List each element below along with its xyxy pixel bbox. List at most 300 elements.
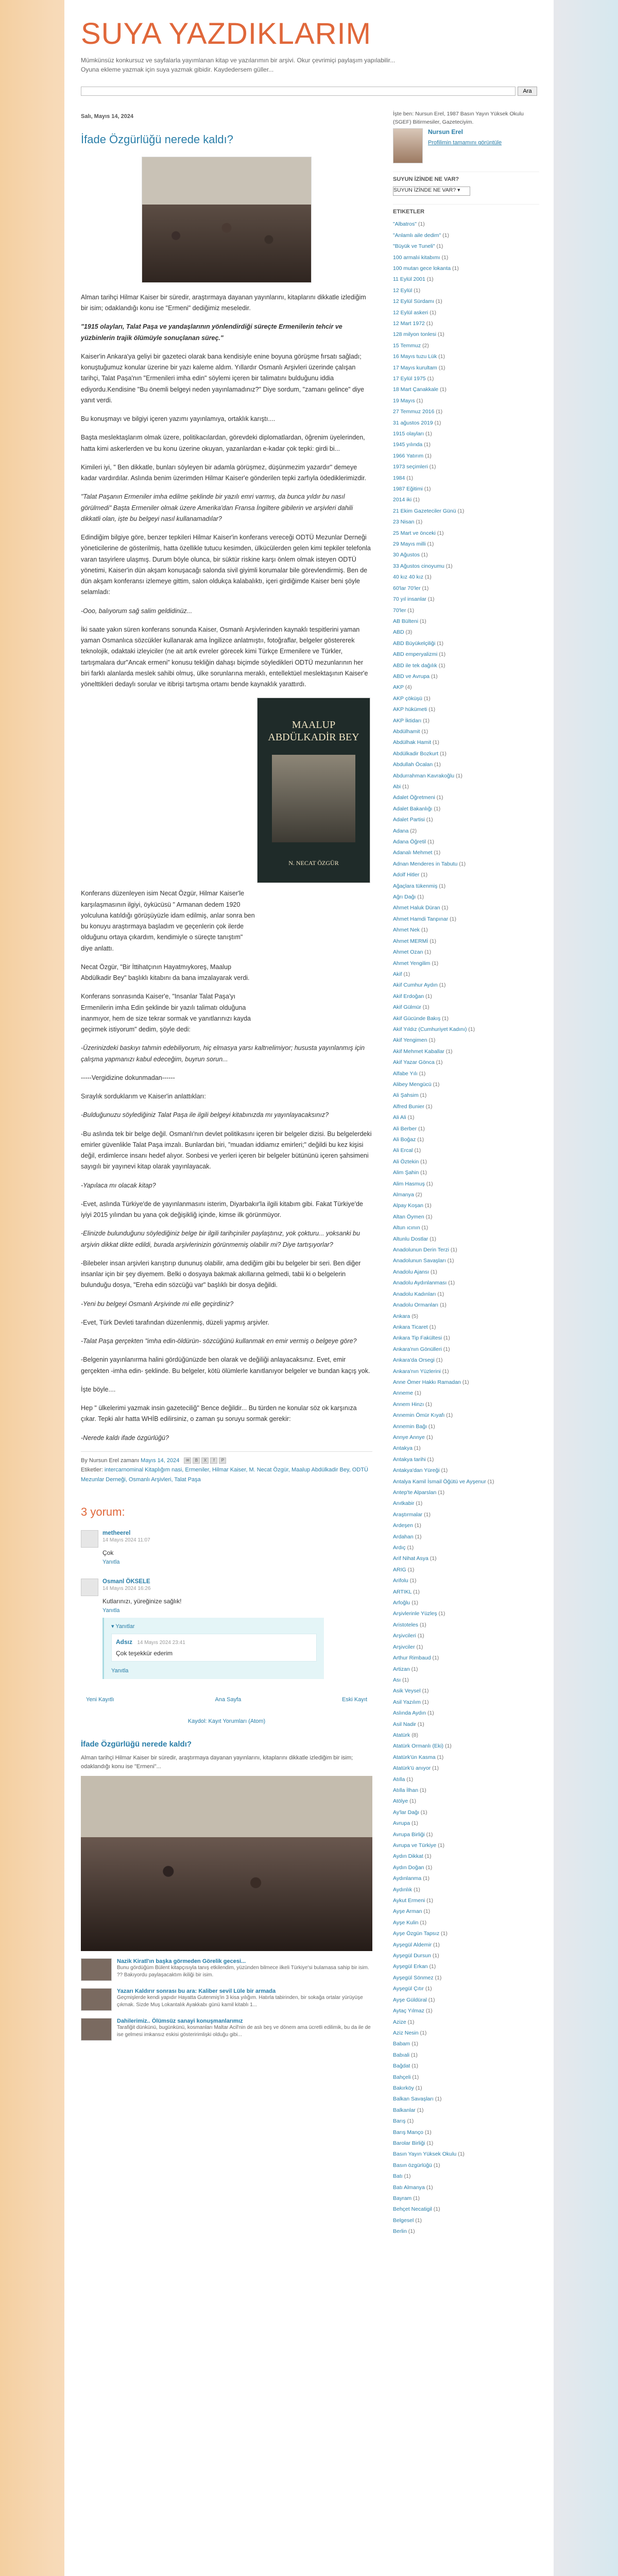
label-name[interactable]: ABD Büyükelçiliği <box>393 640 436 647</box>
archive-dropdown[interactable]: SUYUN İZİNDE NE VAR? ▾ <box>393 187 470 196</box>
label-name[interactable]: 27 Temmuz 2016 <box>393 409 435 415</box>
label-link[interactable] <box>393 384 539 395</box>
label-name[interactable]: Balkanlar <box>393 2107 416 2113</box>
label-name[interactable]: Ayşegül Aldemir <box>393 1941 432 1948</box>
label-name[interactable]: "Albatros" <box>393 221 417 228</box>
label-link[interactable] <box>393 351 539 362</box>
label-link[interactable] <box>393 671 539 682</box>
label-link[interactable] <box>393 914 539 925</box>
label-name[interactable]: Arşivciler <box>393 1643 415 1650</box>
label-name[interactable]: Atatürk Ormanlı (Eki) <box>393 1743 444 1750</box>
label-link[interactable] <box>393 374 539 384</box>
label-link[interactable] <box>393 2171 539 2182</box>
label-name[interactable]: ARIG <box>393 1566 406 1573</box>
comment-time[interactable]: 14 Mayıs 2024 23:41 <box>137 1640 185 1646</box>
reply-link[interactable]: Yanıtla <box>102 1559 120 1566</box>
label-name[interactable]: 100 armalıi kitabımı <box>393 254 440 261</box>
label-link[interactable] <box>393 848 539 858</box>
label-link[interactable] <box>393 627 539 638</box>
label-name[interactable]: "Anlamlı aile dedim" <box>393 232 441 239</box>
label-name[interactable]: Arthur Rimbaud <box>393 1655 431 1662</box>
label-link[interactable] <box>393 1664 539 1675</box>
popular-post-title[interactable]: Yazarı Kaldırır sonrası bu ara: Kaliber sevil Lüle bir armada <box>117 1988 276 1995</box>
label-link[interactable] <box>393 958 539 969</box>
label-name[interactable]: Ardıç <box>393 1545 406 1551</box>
label-link[interactable] <box>393 1278 539 1289</box>
label-link[interactable] <box>393 1587 539 1598</box>
feed-link[interactable]: Kaydol: Kayıt Yorumları (Atom) <box>187 1718 266 1725</box>
label-link[interactable] <box>393 1477 539 1487</box>
label-name[interactable]: 2014 iki <box>393 497 412 503</box>
label-name[interactable]: ABD ile tek dağılık <box>393 662 437 669</box>
label-link[interactable] <box>393 341 539 351</box>
label-link[interactable] <box>393 1234 539 1245</box>
label-name[interactable]: ABD ve Avrupa <box>393 673 430 680</box>
label-link[interactable] <box>393 1002 539 1013</box>
label-link[interactable] <box>393 2116 539 2127</box>
label-link[interactable] <box>393 1134 539 1145</box>
label-name[interactable]: Aydınlanma <box>393 1875 422 1882</box>
label-link[interactable] <box>393 1553 539 1564</box>
label-name[interactable]: AB Bülteni <box>393 618 419 624</box>
label-link[interactable] <box>393 947 539 958</box>
label-link[interactable] <box>393 1807 539 1818</box>
label-name[interactable]: Anıtkabir <box>393 1500 415 1507</box>
label-link[interactable] <box>393 1653 539 1664</box>
label-link[interactable] <box>393 2050 539 2061</box>
label-link[interactable] <box>393 1024 539 1035</box>
label-name[interactable]: 60'lar 70'ler <box>393 585 421 591</box>
label-link[interactable] <box>393 528 539 539</box>
label-name[interactable]: ABD <box>393 629 404 636</box>
label-link[interactable] <box>393 1487 539 1498</box>
profile-link[interactable]: Profilimin tamamını görüntüle <box>428 140 502 146</box>
label-name[interactable]: Antalya Kamil İsmail Öğütü ve Ayşenur <box>393 1478 486 1485</box>
label-link[interactable] <box>393 1818 539 1829</box>
label-name[interactable]: Barış <box>393 2118 406 2125</box>
label-link[interactable] <box>393 308 539 318</box>
label-name[interactable]: "Büyük ve Tuneli" <box>393 243 435 250</box>
label-link[interactable] <box>393 1708 539 1719</box>
pinterest-icon[interactable]: P <box>219 1458 226 1464</box>
label-link[interactable] <box>393 2094 539 2105</box>
label-name[interactable]: Adana <box>393 827 409 834</box>
label-link[interactable] <box>393 682 539 693</box>
search-button[interactable]: Ara <box>518 87 537 96</box>
label-name[interactable]: Akif Yazar Gönca <box>393 1059 435 1066</box>
label-link[interactable] <box>393 1300 539 1311</box>
label-link[interactable] <box>393 1752 539 1763</box>
label-link[interactable] <box>393 1035 539 1046</box>
label-link[interactable] <box>393 704 539 715</box>
label-link[interactable] <box>393 771 539 782</box>
label-name[interactable]: Ali Şahsim <box>393 1092 419 1099</box>
label-link[interactable] <box>393 1465 539 1476</box>
label-name[interactable]: Aslında Aydın <box>393 1710 426 1717</box>
label-link[interactable] <box>393 1124 539 1134</box>
featured-post-title[interactable]: İfade Özgürlüğü nerede kaldı? <box>81 1740 192 1749</box>
label-name[interactable]: Babam <box>393 2041 410 2047</box>
label-name[interactable]: 33 Ağustos cinoyumu <box>393 563 444 569</box>
blog-this-icon[interactable]: B <box>193 1458 200 1464</box>
label-link[interactable] <box>393 2028 539 2039</box>
label-name[interactable]: Anadolu Kadınları <box>393 1291 436 1297</box>
label-name[interactable]: Adalet Bakanlığı <box>393 805 433 812</box>
label-name[interactable]: Bağdat <box>393 2063 410 2070</box>
label-name[interactable]: Batı Almanya <box>393 2184 425 2191</box>
label-link[interactable] <box>393 1388 539 1399</box>
label-link[interactable] <box>393 759 539 770</box>
label-name[interactable]: Anne Ömer Hakkı Ramadan <box>393 1379 461 1385</box>
label-name[interactable]: Anadolu Aydınlanması <box>393 1280 447 1286</box>
label-name[interactable]: 12 Eylül Sürdamı <box>393 298 434 305</box>
label-link[interactable] <box>393 1785 539 1796</box>
label-name[interactable]: Babıali <box>393 2052 410 2058</box>
label-link[interactable] <box>393 363 539 374</box>
reply-link[interactable]: Yanıtla <box>102 1607 120 1614</box>
label-name[interactable]: Ankara'nın Yüzlerini <box>393 1368 441 1375</box>
facebook-icon[interactable]: f <box>210 1458 217 1464</box>
label-link[interactable] <box>393 1719 539 1730</box>
label-name[interactable]: 1966 Yatırım <box>393 452 424 459</box>
label-link[interactable] <box>393 2193 539 2204</box>
label-link[interactable] <box>393 1774 539 1785</box>
label-link[interactable] <box>393 252 539 263</box>
label-name[interactable]: Akif Yıldız (Cumhuriyet Kadını) <box>393 1026 467 1032</box>
label-link[interactable] <box>393 318 539 329</box>
label-name[interactable]: Avrupa ve Türkiye <box>393 1842 437 1849</box>
label-link[interactable] <box>393 1973 539 1984</box>
label-name[interactable]: Alfred Bunier <box>393 1103 424 1110</box>
label-name[interactable]: 1987 Eğitimi <box>393 486 423 493</box>
label-link[interactable] <box>393 2226 539 2237</box>
conference-photo[interactable] <box>142 157 312 283</box>
label-link[interactable] <box>393 638 539 649</box>
label-name[interactable]: Almanya <box>393 1192 414 1198</box>
label-link[interactable] <box>393 716 539 726</box>
label-link[interactable] <box>393 274 539 285</box>
label-link[interactable] <box>393 1829 539 1840</box>
label-link[interactable] <box>393 550 539 561</box>
label-name[interactable]: Arfoğlu <box>393 1600 410 1606</box>
label-name[interactable]: Akif Gücünde Bakış <box>393 1015 441 1022</box>
label-link[interactable] <box>393 1223 539 1233</box>
label-name[interactable]: Annem Hinzı <box>393 1401 424 1408</box>
label-name[interactable]: 21 Ekim Gazeteciler Günü <box>393 507 456 514</box>
label-link[interactable] <box>393 473 539 484</box>
label-name[interactable]: Anadolu Ormanları <box>393 1302 439 1309</box>
label-name[interactable]: Akif Mehmet Kaballar <box>393 1048 444 1055</box>
label-name[interactable]: 100 mutan gece lokanta <box>393 265 451 272</box>
comment-time[interactable]: 14 Mayıs 2024 11:07 <box>102 1537 150 1543</box>
label-name[interactable]: Bayram <box>393 2195 412 2202</box>
label-link[interactable] <box>393 2160 539 2171</box>
label-name[interactable]: 29 Mayıs milli <box>393 541 426 548</box>
comment-author[interactable]: metheerel <box>102 1530 131 1536</box>
label-name[interactable]: Ankara'da Orsegi <box>393 1357 435 1364</box>
label-name[interactable]: Annemin Bağı <box>393 1423 427 1430</box>
label-link[interactable] <box>393 2061 539 2072</box>
label-name[interactable]: Basın Yayın Yüksek Okulu <box>393 2151 457 2158</box>
label-link[interactable] <box>393 903 539 913</box>
label-link[interactable] <box>393 1532 539 1543</box>
label-name[interactable]: Abdurrahman Kavrakoğlu <box>393 772 455 779</box>
label-link[interactable] <box>393 1995 539 2006</box>
label-link[interactable] <box>393 892 539 903</box>
label-link[interactable] <box>393 1598 539 1608</box>
label-name[interactable]: Asik Veysel <box>393 1688 421 1694</box>
label-name[interactable]: Alpay Koşan <box>393 1202 423 1209</box>
label-name[interactable]: Altun ıcının <box>393 1225 420 1231</box>
label-link[interactable] <box>393 826 539 837</box>
label-link[interactable] <box>393 2039 539 2049</box>
label-name[interactable]: Adana Öğretil <box>393 839 426 845</box>
label-name[interactable]: Bakırköy <box>393 2084 414 2091</box>
label-link[interactable] <box>393 219 539 230</box>
label-link[interactable] <box>393 484 539 495</box>
label-name[interactable]: AKP çöküşü <box>393 695 423 702</box>
label-link[interactable] <box>393 1906 539 1917</box>
comment-author[interactable]: Osmanl ÖKSELE <box>102 1579 150 1585</box>
label-name[interactable]: Alim Şahin <box>393 1170 419 1176</box>
label-link[interactable] <box>393 660 539 671</box>
label-link[interactable] <box>393 1311 539 1322</box>
label-link[interactable] <box>393 859 539 870</box>
label-name[interactable]: Akif Cumhur Aydın <box>393 982 438 989</box>
label-link[interactable] <box>393 418 539 429</box>
featured-post-photo[interactable] <box>81 1776 372 1951</box>
label-name[interactable]: Adanalı Mehmet <box>393 850 433 856</box>
label-name[interactable]: Atılla <box>393 1776 405 1783</box>
label-name[interactable]: Atatürk'ü anıyor <box>393 1765 431 1772</box>
label-name[interactable]: Asil Yazılım <box>393 1699 421 1705</box>
label-link[interactable] <box>393 1730 539 1741</box>
label-link[interactable] <box>393 539 539 550</box>
email-icon[interactable]: ✉ <box>184 1458 191 1464</box>
label-name[interactable]: Akif Erdoğan <box>393 993 424 999</box>
label-link[interactable] <box>393 1796 539 1807</box>
label-link[interactable] <box>393 649 539 660</box>
label-link[interactable] <box>393 594 539 605</box>
post-timestamp[interactable]: Mayıs 14, 2024 <box>141 1457 180 1464</box>
label-link[interactable] <box>393 439 539 450</box>
label-link[interactable] <box>393 1510 539 1520</box>
label-name[interactable]: Batı <box>393 2173 403 2180</box>
label-link[interactable] <box>393 263 539 274</box>
label-name[interactable]: Ayşegül Sönmez <box>393 1974 434 1981</box>
label-name[interactable]: Ankara Tip Fakültesi <box>393 1335 442 1342</box>
label-link[interactable] <box>393 462 539 472</box>
label-link[interactable] <box>393 1873 539 1884</box>
label-name[interactable]: Ayşe Güldüral <box>393 1996 427 2003</box>
label-link[interactable] <box>393 1454 539 1465</box>
label-name[interactable]: Abi <box>393 784 401 790</box>
label-name[interactable]: Anadolunun Derin Terzi <box>393 1247 449 1253</box>
label-name[interactable]: ARTIKL <box>393 1588 412 1595</box>
label-name[interactable]: Ağaçlara tükenmiş <box>393 883 438 889</box>
label-link[interactable] <box>393 1951 539 1961</box>
label-name[interactable]: Ası <box>393 1676 401 1683</box>
label-link[interactable] <box>393 1145 539 1156</box>
book-cover-image[interactable] <box>257 698 370 883</box>
label-name[interactable]: Ahmet Nek <box>393 927 420 934</box>
label-name[interactable]: AKP İktidarı <box>393 717 422 724</box>
popular-post-thumbnail[interactable] <box>81 1958 112 1981</box>
label-link[interactable] <box>393 1167 539 1178</box>
label-name[interactable]: Aristoteles <box>393 1621 419 1628</box>
label-link[interactable] <box>393 1840 539 1851</box>
label-name[interactable]: Antakya'dan Yüreği <box>393 1467 440 1474</box>
label-link[interactable] <box>393 749 539 759</box>
label-name[interactable]: Ay'lar Dağı <box>393 1809 419 1816</box>
label-link[interactable] <box>393 1212 539 1223</box>
label-link[interactable] <box>393 451 539 462</box>
label-name[interactable]: AKP <box>393 684 404 691</box>
label-name[interactable]: Ahmet Ozan <box>393 949 423 956</box>
label-link[interactable] <box>393 815 539 825</box>
label-name[interactable]: Ardeşen <box>393 1522 414 1529</box>
label-link[interactable] <box>393 296 539 307</box>
label-name[interactable]: Aydın Dikkat <box>393 1853 423 1860</box>
label-link[interactable] <box>393 2017 539 2028</box>
post-labels[interactable]: intercarnominal Kitaplığım nasi, Ermeniler, Hilmar Kaiser, M. Necat Özgür, Maalup Abdülkadir Bey, ODTÜ Mezunlar Derneği, Osmanlı Arşivleri, Talat Paşa <box>81 1467 368 1483</box>
label-name[interactable]: Ayşegül Dursun <box>393 1953 431 1959</box>
popular-post-item[interactable] <box>81 2018 372 2041</box>
label-name[interactable]: Ahmet Haluk Düran <box>393 905 440 911</box>
label-name[interactable]: 70 yıl insanlar <box>393 596 426 603</box>
label-name[interactable]: Alim Hasmuş <box>393 1180 425 1187</box>
label-link[interactable] <box>393 1520 539 1531</box>
label-name[interactable]: 15 Temmuz <box>393 342 421 349</box>
label-link[interactable] <box>393 1498 539 1509</box>
label-link[interactable] <box>393 396 539 406</box>
label-link[interactable] <box>393 1366 539 1377</box>
label-link[interactable] <box>393 1355 539 1366</box>
label-name[interactable]: Berlin <box>393 2228 407 2235</box>
label-name[interactable]: 12 Eylül askeri <box>393 309 428 316</box>
label-link[interactable] <box>393 1399 539 1410</box>
label-link[interactable] <box>393 1895 539 1906</box>
label-link[interactable] <box>393 1928 539 1939</box>
label-name[interactable]: 16 Mayıs tuzu Lük <box>393 353 437 360</box>
label-link[interactable] <box>393 1179 539 1190</box>
label-link[interactable] <box>393 1057 539 1068</box>
label-link[interactable] <box>393 506 539 517</box>
label-link[interactable] <box>393 1631 539 1641</box>
label-name[interactable]: Atatürk'ün Kasma <box>393 1754 436 1760</box>
label-link[interactable] <box>393 572 539 583</box>
label-name[interactable]: Akif Yengimen <box>393 1037 427 1044</box>
label-link[interactable] <box>393 2127 539 2138</box>
comment-time[interactable]: 14 Mayıs 2024 16:26 <box>102 1586 151 1592</box>
label-link[interactable] <box>393 1940 539 1951</box>
label-link[interactable] <box>393 605 539 616</box>
label-link[interactable] <box>393 1697 539 1708</box>
label-link[interactable] <box>393 782 539 792</box>
label-link[interactable] <box>393 1079 539 1090</box>
blog-title[interactable]: SUYA YAZDIKLARIM <box>81 17 371 50</box>
label-link[interactable] <box>393 1090 539 1101</box>
label-name[interactable]: Aytaç Yılmaz <box>393 2008 424 2014</box>
label-name[interactable]: 25 Mart ve önceki <box>393 530 436 536</box>
label-name[interactable]: Adolf Hitler <box>393 872 420 878</box>
label-link[interactable] <box>393 241 539 252</box>
label-link[interactable] <box>393 2215 539 2226</box>
label-name[interactable]: Adalet Partisi <box>393 817 425 823</box>
label-name[interactable]: Avrupa <box>393 1820 410 1827</box>
label-name[interactable]: 11 Eylül 2001 <box>393 276 425 283</box>
label-link[interactable] <box>393 1741 539 1752</box>
label-name[interactable]: 1945 yılında <box>393 442 423 448</box>
label-name[interactable]: 23 Nisan <box>393 519 415 526</box>
label-name[interactable]: Anadolunun Savaşları <box>393 1258 446 1264</box>
label-name[interactable]: Ağrı Dağı <box>393 894 416 901</box>
label-link[interactable] <box>393 1851 539 1862</box>
label-name[interactable]: Avrupa Birliği <box>393 1831 425 1838</box>
replies-toggle[interactable]: ▾ Yanıtlar <box>111 1623 135 1630</box>
label-name[interactable]: 1973 seçimleri <box>393 464 428 470</box>
label-name[interactable]: Arif Nihat Asya <box>393 1555 428 1562</box>
label-name[interactable]: Basın özgürlüğü <box>393 2162 432 2168</box>
label-link[interactable] <box>393 1101 539 1112</box>
label-name[interactable]: 40 kız 40 kız <box>393 574 423 581</box>
label-link[interactable] <box>393 1862 539 1873</box>
label-link[interactable] <box>393 1112 539 1123</box>
label-name[interactable]: 30 Ağustos <box>393 552 420 558</box>
label-link[interactable] <box>393 616 539 627</box>
label-name[interactable]: Barolar Birliği <box>393 2140 425 2146</box>
label-name[interactable]: Alibey Mengücü <box>393 1081 432 1088</box>
label-link[interactable] <box>393 1543 539 1553</box>
label-name[interactable]: Ahmet Yengilim <box>393 960 431 967</box>
label-name[interactable]: Atölye <box>393 1798 408 1805</box>
label-name[interactable]: Ali Ercal <box>393 1147 413 1154</box>
label-link[interactable] <box>393 2105 539 2116</box>
label-name[interactable]: Antakya <box>393 1445 413 1452</box>
label-link[interactable] <box>393 2006 539 2016</box>
profile-name[interactable]: Nursun Erel <box>428 128 464 136</box>
popular-post-title[interactable]: Nazik Kiratl'ın başka görmeden Görelik gecesi... <box>117 1958 246 1965</box>
label-name[interactable]: Alfabe Yılı <box>393 1070 418 1077</box>
label-link[interactable] <box>393 1575 539 1586</box>
label-name[interactable]: 17 Mayıs kurultam <box>393 364 437 371</box>
label-link[interactable] <box>393 1245 539 1256</box>
popular-post-item[interactable] <box>81 1988 372 2011</box>
label-name[interactable]: Annye Annye <box>393 1434 425 1440</box>
label-link[interactable] <box>393 1013 539 1024</box>
home-link[interactable]: Ana Sayfa <box>215 1697 242 1703</box>
label-name[interactable]: Adalet Öğretmeni <box>393 794 435 801</box>
label-name[interactable]: Barış Manço <box>393 2129 423 2136</box>
label-name[interactable]: 12 Mart 1972 <box>393 320 425 327</box>
label-link[interactable] <box>393 1344 539 1355</box>
label-link[interactable] <box>393 980 539 991</box>
search-input[interactable] <box>81 87 516 96</box>
post-author[interactable]: By Nursun Erel zamanı <box>81 1457 140 1464</box>
label-name[interactable]: Akif <box>393 971 402 977</box>
label-link[interactable] <box>393 1421 539 1432</box>
label-link[interactable] <box>393 804 539 815</box>
label-name[interactable]: Ankara'nın Gönülleri <box>393 1346 442 1352</box>
label-name[interactable]: Altunlu Dostlar <box>393 1235 428 1242</box>
label-name[interactable]: 31 ağustos 2019 <box>393 419 433 426</box>
label-name[interactable]: Ayşe Özgün Tapsız <box>393 1930 440 1937</box>
label-name[interactable]: Abdülhamit <box>393 728 420 735</box>
reply-link[interactable]: Yanıtla <box>111 1668 129 1674</box>
label-link[interactable] <box>393 1763 539 1774</box>
popular-post-title[interactable]: Dahilerimiz.. Ölümsüz sanayi konuşmanlarımız <box>117 2018 243 2025</box>
label-name[interactable]: Ali Öztekin <box>393 1158 419 1165</box>
